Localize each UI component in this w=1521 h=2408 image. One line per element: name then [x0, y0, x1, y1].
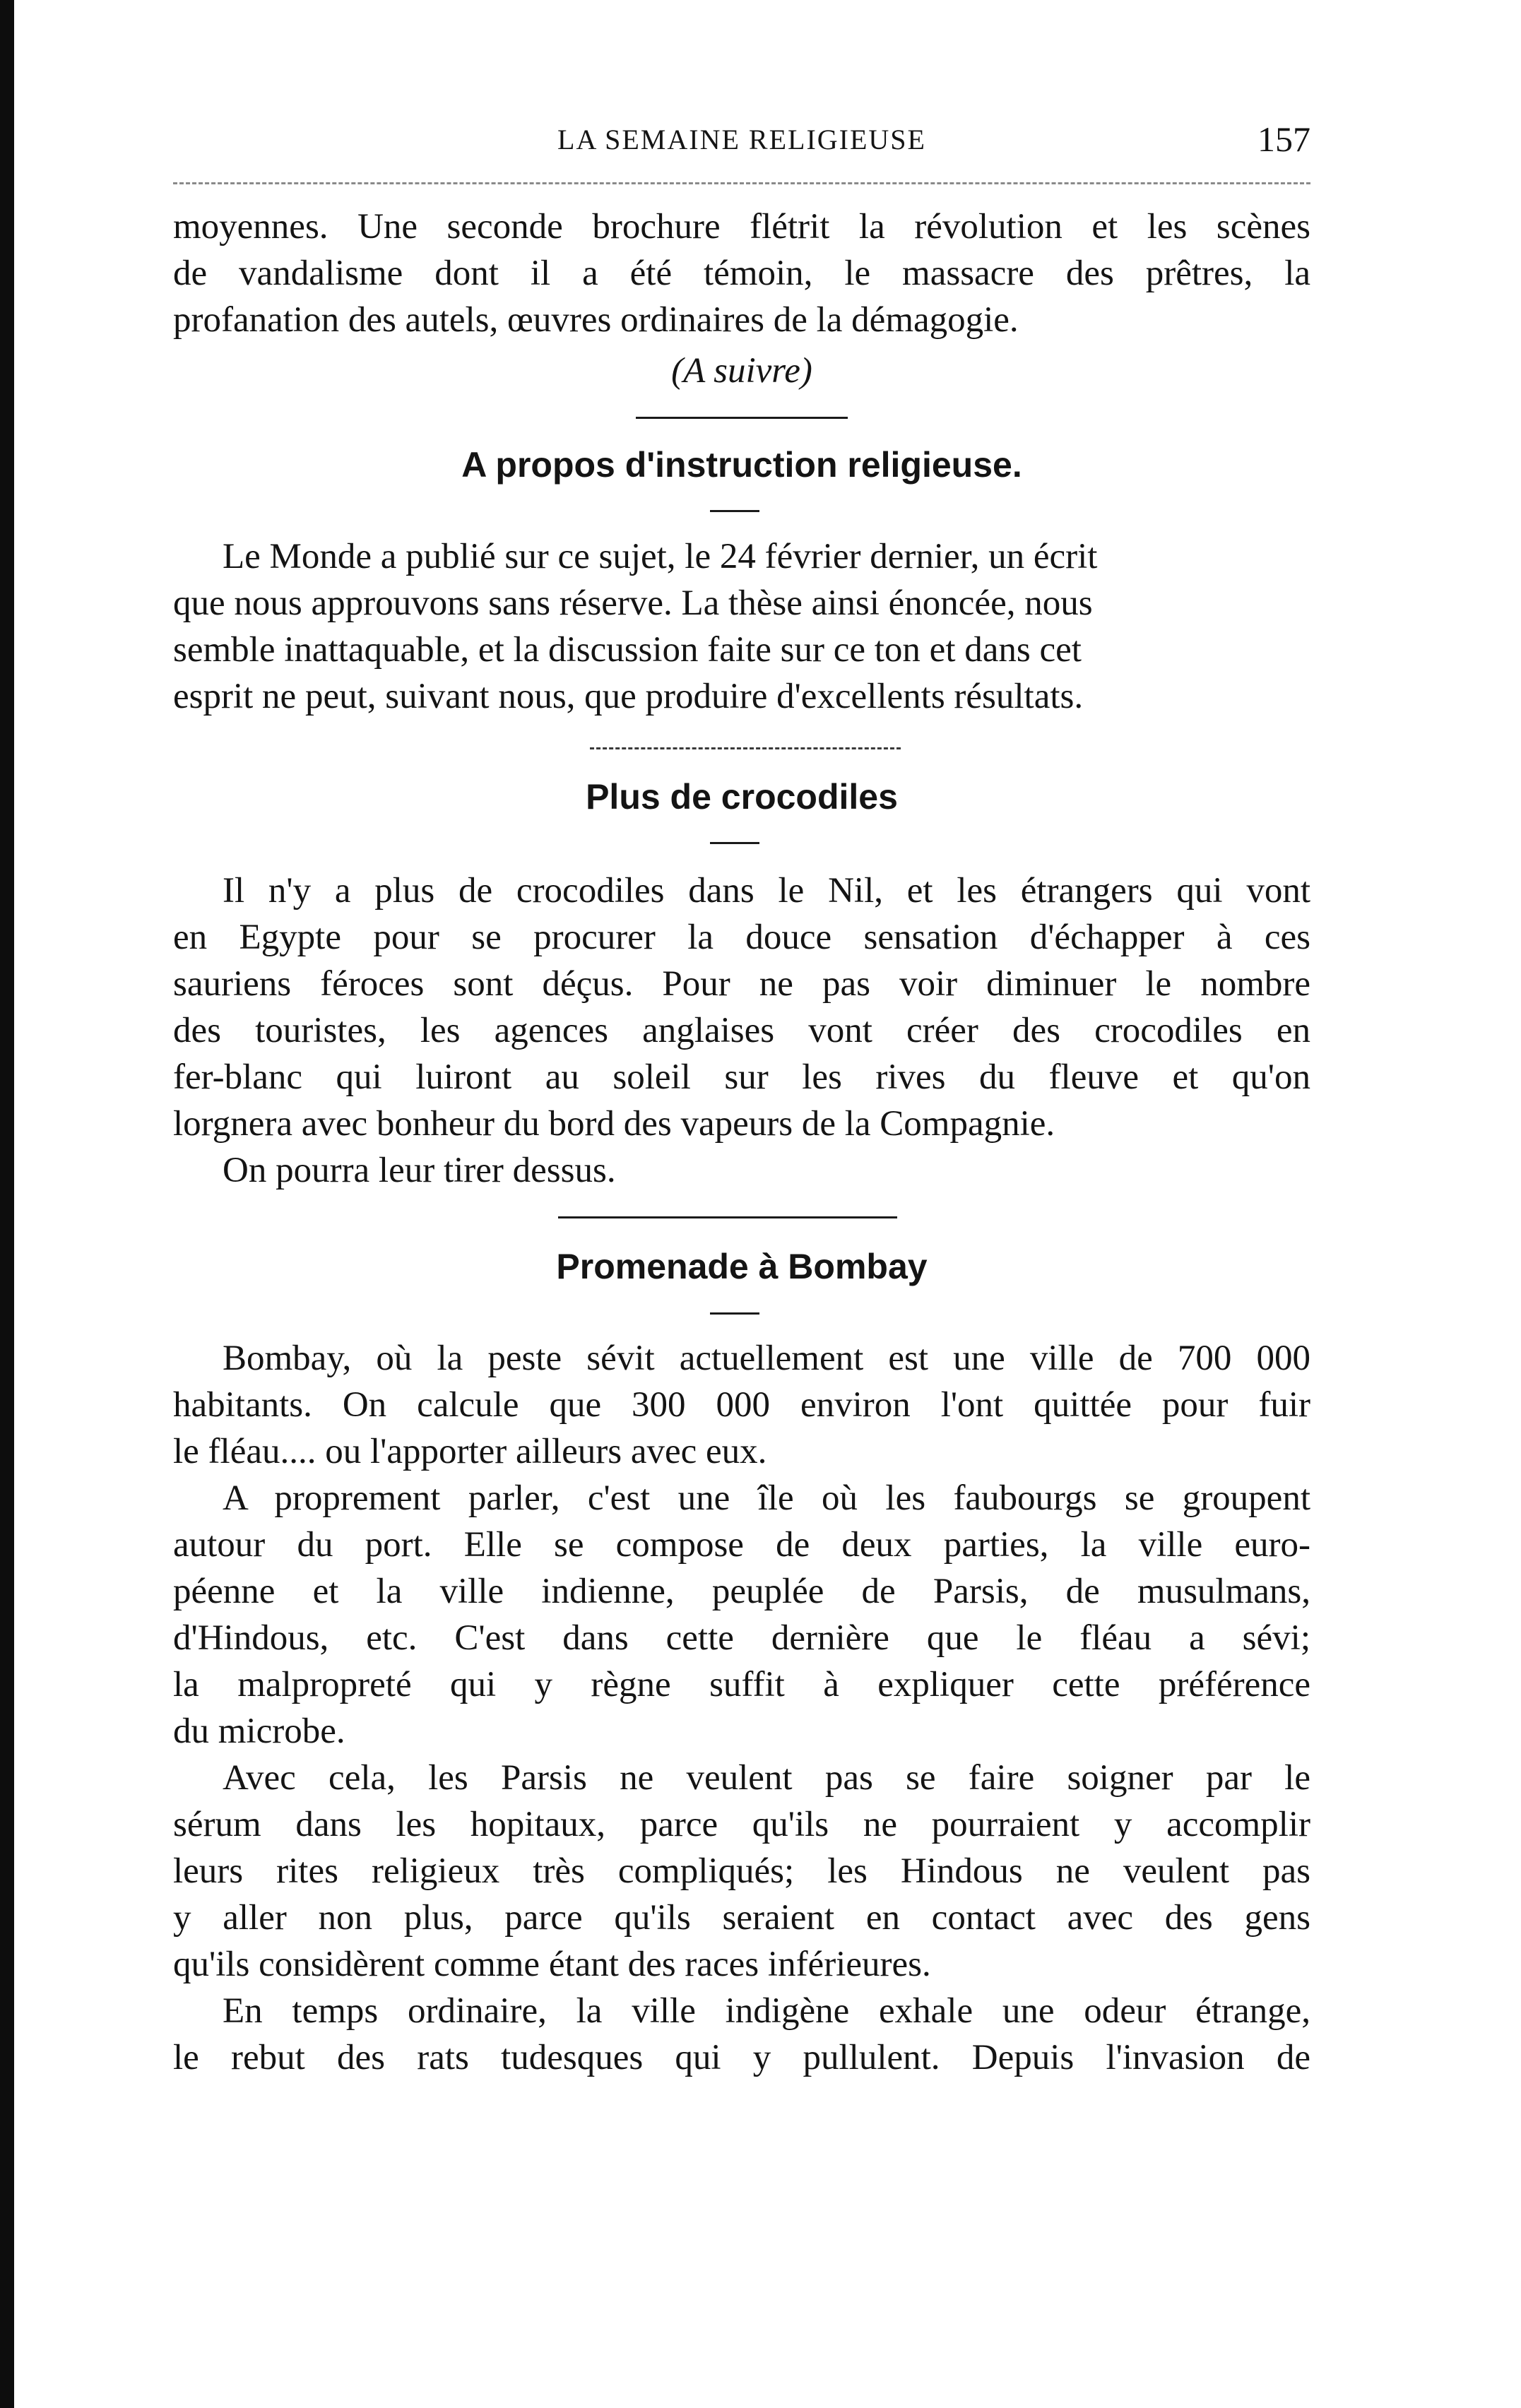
heading-dash — [710, 510, 759, 512]
text-line: sauriens féroces sont déçus. Pour ne pas voir diminuer le nombre — [173, 964, 1310, 1004]
text-line: d'Hindous, etc. C'est dans cette dernière que le fléau a sévi; — [173, 1618, 1310, 1658]
continuation-paragraph — [173, 203, 1310, 343]
article-heading: Promenade à Bombay — [556, 1247, 928, 1286]
article-paragraph — [173, 1755, 1310, 1988]
text-line: Avec cela, les Parsis ne veulent pas se faire soigner par le — [223, 1758, 1310, 1798]
text-line: On pourra leur tirer dessus. — [223, 1151, 616, 1190]
text-line: Bombay, où la peste sévit actuellement est une ville de 700 000 — [223, 1339, 1310, 1378]
text-line: le rebut des rats tudesques qui y pullulent. Depuis l'invasion de — [173, 2038, 1310, 2077]
article-paragraph — [173, 1147, 1310, 1194]
text-line: en Egypte pour se procurer la douce sensation d'échapper à ces — [173, 918, 1310, 957]
text-line: Il n'y a plus de crocodiles dans le Nil, et les étrangers qui vont — [223, 871, 1310, 911]
text-line: En temps ordinaire, la ville indigène exhale une odeur étrange, — [223, 1991, 1310, 2031]
text-line: Le Monde a publié sur ce sujet, le 24 février dernier, un écrit — [223, 537, 1098, 576]
text-line: péenne et la ville indienne, peuplée de Parsis, de musulmans, — [173, 1572, 1310, 1611]
text-line: de vandalisme dont il a été témoin, le massacre des prêtres, la — [173, 254, 1310, 293]
text-line: qu'ils considèrent comme étant des races inférieures. — [173, 1945, 931, 1984]
page-number: 157 — [1257, 119, 1310, 159]
section-separator — [636, 417, 848, 419]
text-line: esprit ne peut, suivant nous, que produire d'excellents résultats. — [173, 677, 1084, 716]
running-head — [173, 119, 1310, 161]
section-separator — [558, 1216, 897, 1218]
article-paragraph — [173, 867, 1310, 1147]
heading-dash — [710, 1312, 759, 1315]
article-paragraph — [173, 533, 1310, 720]
text-line: semble inattaquable, et la discussion faite sur ce ton et dans cet — [173, 630, 1082, 670]
section-separator — [590, 747, 901, 749]
header-rule — [173, 182, 1310, 184]
text-line: autour du port. Elle se compose de deux parties, la ville euro- — [173, 1525, 1310, 1565]
text-line: lorgnera avec bonheur du bord des vapeurs de la Compagnie. — [173, 1104, 1055, 1144]
running-title: LA SEMAINE RELIGIEUSE — [557, 124, 926, 155]
text-line: le fléau.... ou l'apporter ailleurs avec eux. — [173, 1432, 767, 1471]
text-line: fer-blanc qui luiront au soleil sur les rives du fleuve et qu'on — [173, 1057, 1310, 1097]
article-paragraph — [173, 1988, 1310, 2081]
heading-dash — [710, 842, 759, 844]
text-line: du microbe. — [173, 1712, 345, 1751]
text-line: leurs rites religieux très compliqués; les Hindous ne veulent pas — [173, 1851, 1310, 1891]
article-paragraph — [173, 1335, 1310, 1475]
text-line: que nous approuvons sans réserve. La thèse ainsi énoncée, nous — [173, 583, 1093, 623]
text-line: profanation des autels, œuvres ordinaires de la démagogie. — [173, 300, 1019, 340]
article-heading: A propos d'instruction religieuse. — [461, 445, 1022, 485]
article-paragraph — [173, 1475, 1310, 1755]
text-line: des touristes, les agences anglaises vont créer des crocodiles en — [173, 1011, 1310, 1050]
text-line: habitants. On calcule que 300 000 environ l'ont quittée pour fuir — [173, 1385, 1310, 1425]
to-follow-note: (A suivre) — [671, 351, 812, 391]
text-line: A proprement parler, c'est une île où les faubourgs se groupent — [223, 1478, 1310, 1518]
text-line: la malpropreté qui y règne suffit à expliquer cette préférence — [173, 1665, 1310, 1704]
text-line: sérum dans les hopitaux, parce qu'ils ne pourraient y accomplir — [173, 1805, 1310, 1844]
article-heading: Plus de crocodiles — [586, 777, 898, 817]
text-line: y aller non plus, parce qu'ils seraient en contact avec des gens — [173, 1898, 1310, 1938]
scan-border — [0, 0, 14, 2408]
text-line: moyennes. Une seconde brochure flétrit la révolution et les scènes — [173, 207, 1310, 247]
